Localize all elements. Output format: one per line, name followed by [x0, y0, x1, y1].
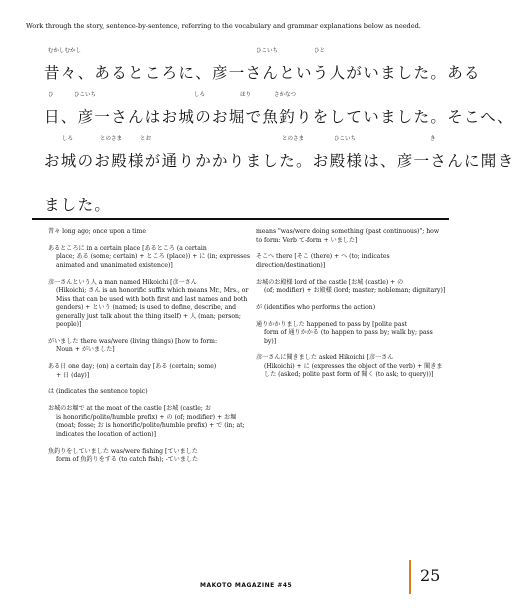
vocab-entry [48, 338, 253, 355]
furigana: ひ [48, 92, 54, 98]
vocab-entry [48, 388, 253, 397]
vocab-definition: one day; (on) a certain day [ある (certain; some) [68, 363, 217, 371]
furigana: とお [140, 136, 152, 142]
furigana: ひこいち [256, 48, 279, 54]
vocab-definition-cont: (of; modifier) + お殿様 (lord; master; nobleman; dignitary)] [264, 287, 446, 295]
vocab-entry [48, 279, 253, 330]
story-text: 日、彦一さんはお城のお堀で魚釣りをしていました。そこへ、 [44, 108, 514, 126]
story-text: ました。 [44, 196, 112, 214]
vocab-entry [256, 279, 446, 296]
vocab-definition: long ago; once upon a time [62, 228, 146, 235]
vocab-entry [256, 228, 446, 245]
vocab-definition: in a certain place [あるところ (a certain [86, 244, 207, 252]
vocab-entry [256, 354, 446, 380]
vocab-entry [256, 253, 446, 270]
vocab-term: 昔々 [48, 228, 61, 235]
section-divider [32, 218, 449, 220]
story-line-3 [44, 134, 514, 178]
vocabulary-column-right [256, 228, 446, 388]
vocab-definition: (identifies who performs the action) [264, 303, 376, 311]
vocab-definition: was/were fishing [ていました [110, 447, 198, 455]
vocab-definition: means "was/were doing something (past continuous)"; how to form: Verb て-form + いました] [256, 228, 440, 244]
vocab-term: 彦一さんという人 [48, 278, 97, 286]
vocab-term: お城のお殿様 [256, 278, 293, 286]
vocab-term: お城のお堀で [48, 405, 85, 413]
vocab-definition-cont: form of 通りかかる (to happen to pass by; walk by; pass by)] [264, 329, 433, 345]
vocab-definition: a man named Hikoichi [彦一さん [98, 278, 197, 286]
story-line-2 [44, 90, 514, 134]
furigana-row [44, 46, 444, 56]
vocab-term: は [48, 388, 55, 396]
furigana: さかなつ [274, 92, 297, 98]
furigana: とのさま [282, 136, 305, 142]
vocab-definition-cont: (Hikoichi; さん is an honorific suffix which means Mr., Mrs., or Miss that can be used with both first and last names and both genders) + という (named; is used to define, describe, and generally just talk about the thing itself) + 人 (man; person; people)] [56, 287, 249, 329]
story-text: 昔々、あるところに、彦一さんという人がいました。ある [44, 64, 481, 82]
furigana: ひこいち [334, 136, 357, 142]
story-passage [44, 46, 514, 222]
instructions: Work through the story, sentence-by-sentence, referring to the vocabulary and grammar explanations below as needed. [26, 22, 421, 30]
vocab-entry [256, 321, 446, 347]
vocab-definition: happened to pass by [polite past [306, 320, 408, 328]
vocab-entry [48, 448, 253, 465]
furigana: き [430, 136, 436, 142]
vocab-definition-cont: Noun + がいました] [56, 346, 115, 354]
story-line-1 [44, 46, 481, 90]
vocab-definition-cont: is honorific/polite/humble prefix) + の (of; modifier) + お堀 (moat; fosse; お is honorific/polite/humble prefix) + で (in; at; indicates the location of action)] [56, 413, 245, 438]
vocab-entry [256, 304, 446, 313]
magazine-footer: MAKOTO MAGAZINE #45 [200, 582, 293, 589]
vocab-entry [48, 405, 253, 439]
vocab-entry [48, 228, 253, 237]
vocab-definition: there was/were (living things) [how to form: [80, 337, 218, 345]
furigana-row [44, 134, 444, 144]
story-line-4 [44, 178, 444, 222]
page-number-bar [409, 560, 411, 594]
vocab-term: あるところに [48, 244, 85, 252]
vocab-term: 魚釣りをしていました [48, 447, 109, 455]
furigana: ほり [240, 92, 252, 98]
vocab-term: ある日 [48, 363, 67, 371]
vocab-definition-cont: + 日 (day)] [56, 371, 90, 379]
vocab-definition-cont: place; ある (some; certain) + ところ (place)) + に (in; expresses animated and unanimated existence)] [56, 253, 250, 269]
vocab-term: が [256, 303, 263, 311]
furigana: むかしむかし [48, 48, 82, 54]
story-text: お城のお殿様が通りかかりました。お殿様は、彦一さんに聞き [44, 152, 514, 170]
vocab-definition: asked Hikoichi [彦一さん [318, 354, 394, 362]
vocab-term: がいました [48, 337, 79, 345]
furigana: ひと [314, 48, 326, 54]
vocab-entry [48, 245, 253, 271]
furigana-row [44, 90, 444, 100]
furigana: ひこいち [74, 92, 97, 98]
vocabulary-column-left [48, 228, 253, 473]
vocab-definition-cont: (Hikoichi) + に (expresses the object of the verb) + 聞きました (asked; polite past form of 聞く (to ask; to query))] [264, 362, 443, 379]
vocab-entry [48, 363, 253, 380]
vocab-definition: there [そこ (there) + へ (to; indicates direction/destination)] [256, 253, 390, 269]
furigana: しろ [194, 92, 206, 98]
furigana: とのさま [100, 136, 123, 142]
vocab-term: 通りかかりました [256, 320, 305, 328]
page-number: 25 [420, 566, 441, 585]
vocab-definition: at the moat of the castle [お城 (castle; お [86, 405, 211, 413]
vocab-definition: lord of the castle [お城 (castle) + の [294, 278, 404, 286]
vocab-definition-cont: form of 魚釣りをする (to catch fish); -ていました [56, 456, 199, 464]
vocab-definition: (indicates the sentence topic) [56, 388, 148, 396]
vocab-term: そこへ [256, 253, 275, 261]
furigana: しろ [62, 136, 74, 142]
vocab-term: 彦一さんに聞きました [256, 354, 317, 362]
